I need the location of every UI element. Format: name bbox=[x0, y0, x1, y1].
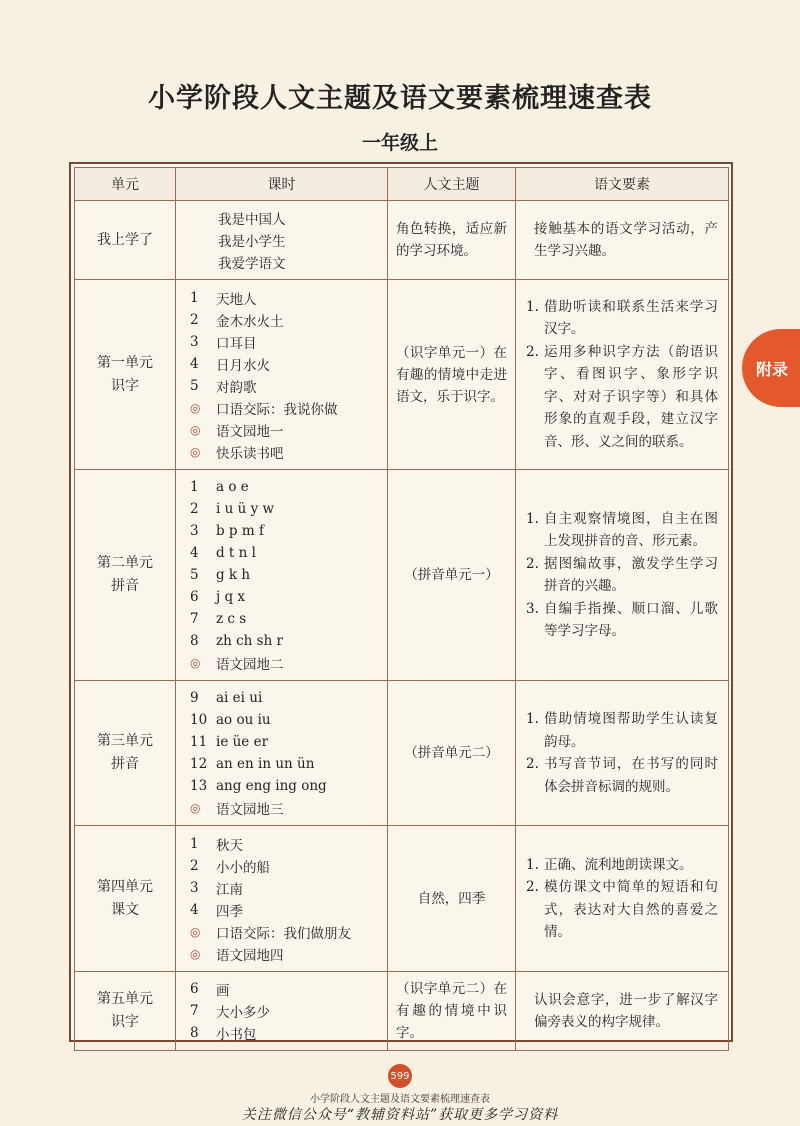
element-item bbox=[526, 854, 718, 877]
unit-name: 第五单元 识字 bbox=[97, 991, 153, 1030]
lesson-name: 口耳目 bbox=[216, 335, 257, 352]
element-item bbox=[526, 876, 718, 944]
footer-note: 关注微信公众号“教辅资料站”获取更多学习资料 bbox=[241, 1107, 559, 1123]
unit-name: 第二单元 拼音 bbox=[97, 555, 153, 594]
lesson-item bbox=[190, 921, 379, 943]
bullet-circle-icon: ◎ bbox=[190, 924, 201, 939]
lesson-number: 4 bbox=[190, 545, 199, 561]
lesson-item bbox=[190, 608, 379, 630]
element-number: 2. bbox=[526, 343, 539, 360]
lesson-name: a o e bbox=[216, 479, 249, 495]
lesson-name: 我是小学生 bbox=[218, 234, 286, 250]
elements-cell bbox=[516, 681, 729, 826]
table-row bbox=[75, 201, 729, 280]
element-number: 2. bbox=[526, 555, 539, 572]
lesson-name: 对韵歌 bbox=[216, 379, 257, 396]
lessons-cell bbox=[176, 280, 388, 470]
lesson-number: 6 bbox=[190, 589, 199, 605]
theme-cell: 自然，四季 bbox=[388, 826, 516, 972]
lesson-number: 3 bbox=[190, 879, 199, 896]
lesson-item bbox=[190, 833, 379, 855]
lesson-name: j q x bbox=[216, 589, 246, 605]
table-row bbox=[75, 972, 729, 1051]
curriculum-table bbox=[74, 167, 729, 1051]
lesson-item bbox=[190, 397, 379, 419]
element-number: 2. bbox=[526, 756, 539, 772]
lesson-name: 我爱学语文 bbox=[218, 256, 286, 272]
unit-cell bbox=[75, 280, 176, 470]
lesson-name: 语文园地一 bbox=[216, 423, 284, 440]
lesson-number: 1 bbox=[190, 479, 199, 495]
lesson-name: 画 bbox=[216, 983, 230, 999]
lesson-name: 日月水火 bbox=[216, 357, 270, 374]
elements-cell bbox=[516, 470, 729, 681]
lesson-number: 7 bbox=[190, 1003, 199, 1019]
bullet-circle-icon: ◎ bbox=[190, 444, 201, 459]
unit-name: 第三单元 拼音 bbox=[97, 733, 153, 772]
page-title: 小学阶段人文主题及语文要素梳理速查表 bbox=[148, 83, 652, 114]
lesson-item bbox=[190, 652, 379, 674]
lesson-item bbox=[190, 520, 379, 542]
lesson-name: 语文园地三 bbox=[216, 802, 284, 818]
lesson-name: 小书包 bbox=[216, 1027, 257, 1043]
lesson-item bbox=[190, 731, 379, 753]
table-body bbox=[75, 201, 729, 1051]
bullet-circle-icon: ◎ bbox=[190, 801, 201, 815]
header-lessons: 课时 bbox=[176, 168, 388, 201]
lesson-item bbox=[190, 586, 379, 608]
theme-cell: （识字单元二）在有趣的情境中识字。 bbox=[388, 972, 516, 1051]
bullet-circle-icon: ◎ bbox=[190, 422, 201, 437]
element-item bbox=[526, 296, 718, 341]
table-row bbox=[75, 280, 729, 470]
element-number: 2. bbox=[526, 879, 539, 895]
bullet-circle-icon: ◎ bbox=[190, 946, 201, 961]
lesson-name: 快乐读书吧 bbox=[216, 445, 284, 462]
lesson-item bbox=[190, 877, 379, 899]
element-text: 借助情境图帮助学生认读复韵母。 bbox=[544, 711, 718, 750]
lesson-item bbox=[190, 564, 379, 586]
lesson-name: ang eng ing ong bbox=[216, 778, 327, 794]
lesson-number: 10 bbox=[190, 712, 208, 728]
header-elements: 语文要素 bbox=[516, 168, 729, 201]
lessons-cell bbox=[176, 681, 388, 826]
lesson-item bbox=[190, 498, 379, 520]
lesson-number: 12 bbox=[190, 756, 208, 772]
element-item bbox=[526, 753, 718, 798]
lesson-name: ie üe er bbox=[216, 734, 269, 750]
element-text: 自编手指操、顺口溜、儿歌等学习字母。 bbox=[544, 600, 718, 639]
elements-cell bbox=[516, 972, 729, 1051]
lesson-name: 语文园地四 bbox=[216, 947, 284, 964]
header-theme: 人文主题 bbox=[388, 168, 516, 201]
elements-cell bbox=[516, 826, 729, 972]
lesson-name: 天地人 bbox=[216, 291, 257, 308]
lesson-number: 4 bbox=[190, 901, 199, 918]
footer-title: 小学阶段人文主题及语文要素梳理速查表 bbox=[310, 1094, 490, 1105]
element-text: 自主观察情境图，自主在图上发现拼音的音、形元素。 bbox=[544, 510, 718, 549]
theme-cell: （拼音单元一） bbox=[388, 470, 516, 681]
element-text: 正确、流利地朗读课文。 bbox=[544, 856, 693, 873]
lessons-cell bbox=[176, 972, 388, 1051]
lesson-number: 2 bbox=[190, 501, 199, 517]
lesson-item bbox=[190, 687, 379, 709]
element-number: 3. bbox=[526, 600, 539, 617]
bullet-circle-icon: ◎ bbox=[190, 400, 201, 415]
lesson-item bbox=[190, 542, 379, 564]
lesson-name: 语文园地二 bbox=[216, 657, 284, 673]
lesson-item bbox=[190, 753, 379, 775]
lesson-number: 1 bbox=[190, 835, 199, 852]
lesson-number: 1 bbox=[190, 289, 199, 306]
lesson-number: 4 bbox=[190, 355, 199, 372]
element-item bbox=[526, 341, 718, 454]
unit-name: 我上学了 bbox=[97, 231, 153, 248]
element-text: 模仿课文中简单的短语和句式，表达对大自然的喜爱之情。 bbox=[544, 879, 718, 940]
lesson-number: 3 bbox=[190, 523, 199, 539]
unit-cell bbox=[75, 201, 176, 280]
lesson-item bbox=[190, 375, 379, 397]
element-number: 1. bbox=[526, 711, 539, 727]
lesson-item bbox=[190, 309, 379, 331]
element-text: 借助听读和联系生活来学习汉字。 bbox=[544, 298, 718, 338]
lesson-number: 7 bbox=[190, 611, 199, 627]
appendix-tab[interactable]: 附录 bbox=[742, 329, 800, 407]
lesson-item bbox=[190, 419, 379, 441]
lesson-number: 3 bbox=[190, 333, 199, 350]
lesson-number: 6 bbox=[190, 981, 199, 997]
bullet-circle-icon: ◎ bbox=[190, 656, 201, 670]
lesson-number: 8 bbox=[190, 633, 199, 649]
lesson-name: 口语交际：我说你做 bbox=[216, 401, 338, 418]
lesson-name: 秋天 bbox=[216, 837, 243, 854]
element-text: 书写音节词，在书写的同时体会拼音标调的规则。 bbox=[544, 756, 718, 795]
theme-cell: 角色转换，适应新的学习环境。 bbox=[388, 201, 516, 280]
lesson-name: 大小多少 bbox=[216, 1005, 270, 1021]
lesson-item bbox=[190, 943, 379, 965]
lesson-item bbox=[190, 978, 379, 1000]
lesson-name: d t n l bbox=[216, 545, 256, 561]
lesson-item bbox=[190, 331, 379, 353]
lesson-item bbox=[190, 1022, 379, 1044]
lesson-name: an en in un ün bbox=[216, 756, 315, 772]
element-text: 据图编故事，激发学生学习拼音的兴趣。 bbox=[544, 555, 718, 594]
theme-cell: （拼音单元二） bbox=[388, 681, 516, 826]
lesson-item bbox=[190, 287, 379, 309]
lesson-name: zh ch sh r bbox=[216, 633, 284, 649]
unit-cell bbox=[75, 826, 176, 972]
lesson-item bbox=[190, 441, 379, 463]
element-item bbox=[526, 598, 718, 643]
header-unit: 单元 bbox=[75, 168, 176, 201]
table-row bbox=[75, 826, 729, 972]
element-item bbox=[526, 508, 718, 553]
lesson-item bbox=[190, 1000, 379, 1022]
lesson-name: z c s bbox=[216, 611, 247, 627]
lesson-item bbox=[190, 899, 379, 921]
element-item: 认识会意字，进一步了解汉字偏旁表义的构字规律。 bbox=[534, 991, 718, 1030]
table-row bbox=[75, 470, 729, 681]
theme-cell: （识字单元一）在有趣的情境中走进语文，乐于识字。 bbox=[388, 280, 516, 470]
lesson-name: 我是中国人 bbox=[218, 212, 286, 228]
lesson-item bbox=[190, 797, 379, 819]
element-item bbox=[526, 553, 718, 598]
table-header-row bbox=[75, 168, 729, 201]
lesson-number: 2 bbox=[190, 857, 199, 874]
lesson-item bbox=[190, 709, 379, 731]
lesson-item bbox=[190, 855, 379, 877]
element-item: 接触基本的语文学习活动，产生学习兴趣。 bbox=[534, 220, 718, 259]
element-item bbox=[526, 708, 718, 753]
lesson-name: b p m f bbox=[216, 523, 264, 539]
element-number: 1. bbox=[526, 298, 539, 315]
lesson-item bbox=[190, 476, 379, 498]
page-number: 599 bbox=[388, 1064, 412, 1088]
lesson-number: 9 bbox=[190, 690, 199, 706]
element-number: 1. bbox=[526, 856, 539, 873]
lesson-item bbox=[190, 630, 379, 652]
unit-name: 第一单元 识字 bbox=[97, 354, 153, 394]
elements-cell bbox=[516, 280, 729, 470]
lesson-name: ai ei ui bbox=[216, 690, 263, 706]
lessons-cell bbox=[176, 201, 388, 280]
lesson-item bbox=[190, 207, 379, 229]
lesson-number: 13 bbox=[190, 778, 208, 794]
elements-cell bbox=[516, 201, 729, 280]
lesson-name: ao ou iu bbox=[216, 712, 271, 728]
lesson-number: 5 bbox=[190, 377, 199, 394]
lesson-name: g k h bbox=[216, 567, 251, 583]
lesson-name: i u ü y w bbox=[216, 501, 275, 517]
lesson-item bbox=[190, 353, 379, 375]
page-subtitle: 一年级上 bbox=[361, 132, 438, 154]
unit-name: 第四单元 课文 bbox=[97, 878, 153, 918]
element-number: 1. bbox=[526, 510, 539, 527]
lesson-item bbox=[190, 251, 379, 273]
lesson-number: 11 bbox=[190, 734, 208, 750]
unit-cell bbox=[75, 681, 176, 826]
lesson-item bbox=[190, 775, 379, 797]
lesson-name: 小小的船 bbox=[216, 859, 270, 876]
table-row bbox=[75, 681, 729, 826]
lesson-number: 5 bbox=[190, 567, 199, 583]
lessons-cell bbox=[176, 826, 388, 972]
lessons-cell bbox=[176, 470, 388, 681]
unit-cell bbox=[75, 470, 176, 681]
lesson-name: 金木水火土 bbox=[216, 313, 284, 330]
lesson-number: 8 bbox=[190, 1025, 199, 1041]
element-text: 运用多种识字方法（韵语识字、看图识字、象形字识字、对对子识字等）和具体形象的直观手段，建立汉字音、形、义之间的联系。 bbox=[544, 343, 718, 450]
lesson-name: 江南 bbox=[216, 881, 243, 898]
lesson-item bbox=[190, 229, 379, 251]
lesson-name: 四季 bbox=[216, 903, 243, 920]
lesson-name: 口语交际：我们做朋友 bbox=[216, 925, 351, 942]
unit-cell bbox=[75, 972, 176, 1051]
lesson-number: 2 bbox=[190, 311, 199, 328]
